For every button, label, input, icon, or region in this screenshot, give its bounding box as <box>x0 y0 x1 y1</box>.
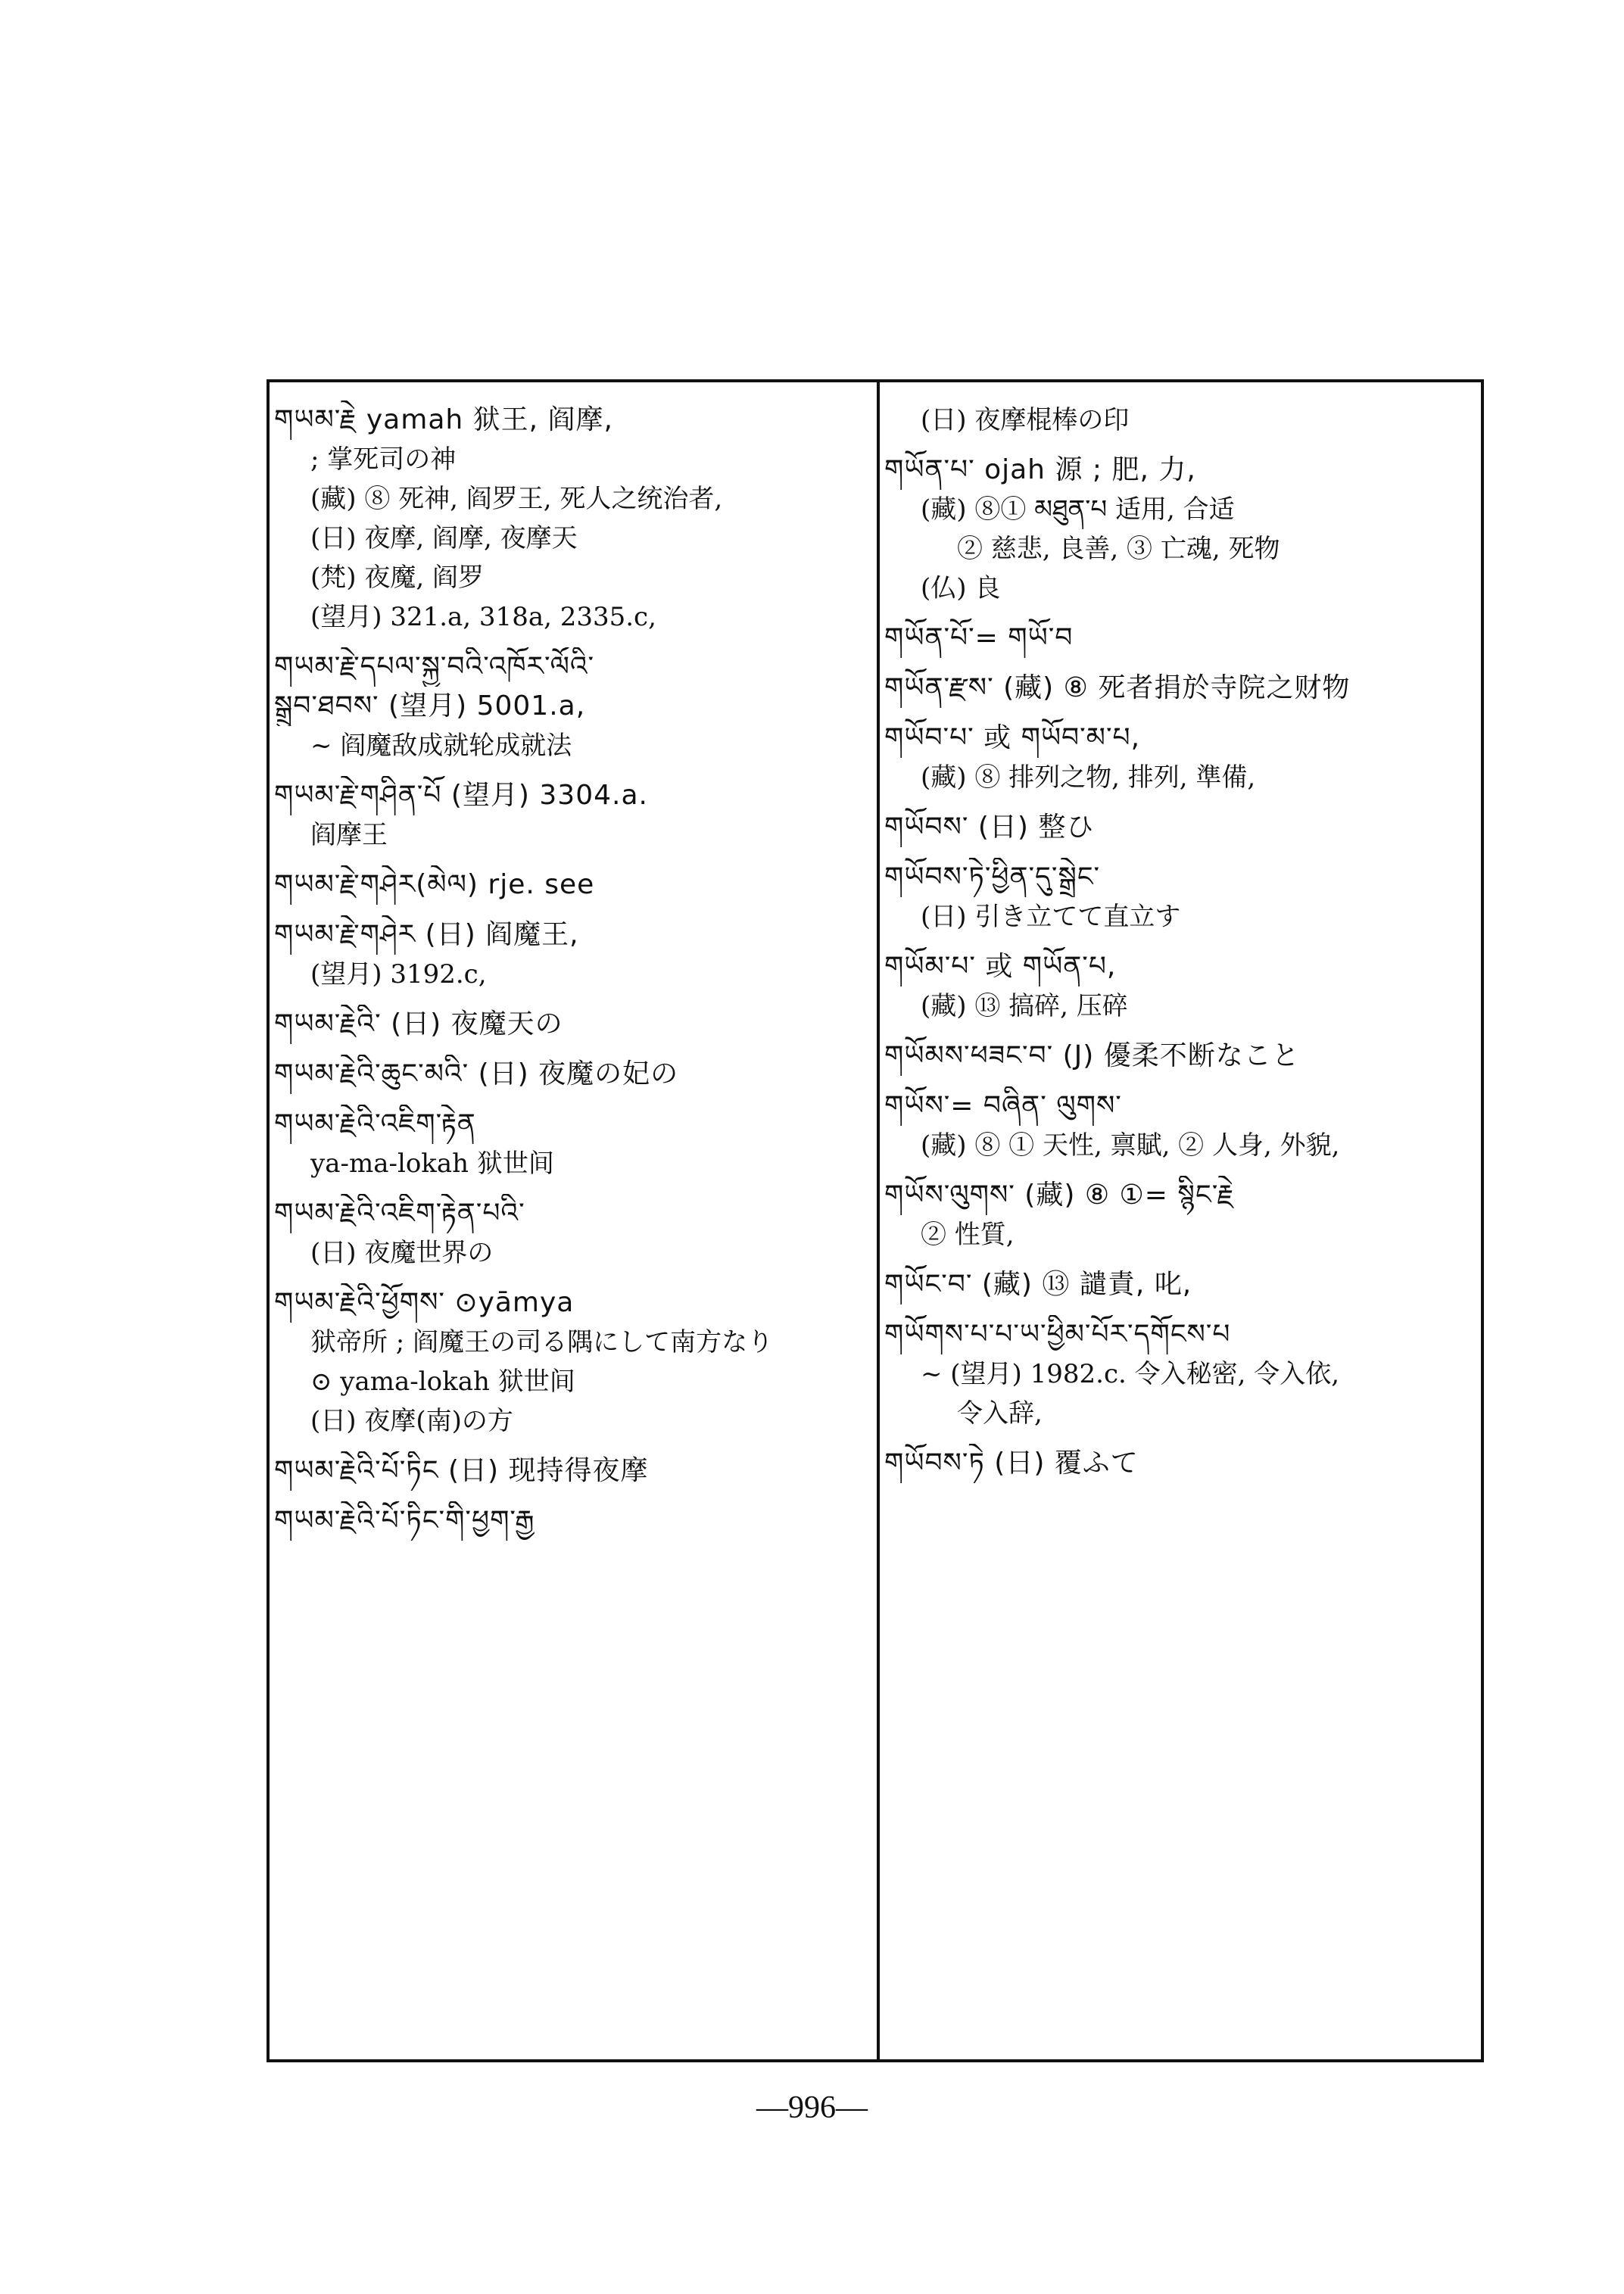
entry-definition-line: (藏) ⑧ 排列之物, 排列, 準備, <box>921 762 1256 793</box>
column-divider <box>877 379 880 2062</box>
dictionary-entry <box>884 718 1481 797</box>
entry-headword-line: གཡོན་པ་ ojah 源 ; 肥, 力, <box>884 454 1196 485</box>
dictionary-entry <box>884 1176 1481 1255</box>
entry-headword-line: གཡོས་ལུགས་ (藏) ⑧ ①= སྙིང་རྗེ <box>884 1180 1235 1211</box>
entry-headword-line: སྒྲུབ་ཐབས་ (望月) 5001.a, <box>274 690 586 722</box>
entry-headword-line: གཡོན་པོ་= གཡོ་བ <box>884 622 1074 653</box>
left-column <box>274 382 872 2059</box>
entry-headword-line: གཡམ་རྗེའི་ཆུང་མའི་ (日) 夜魔の妃の <box>274 1058 679 1089</box>
entry-headword-line: གཡོབ་པ་ 或 གཡོབ་མ་པ, <box>884 722 1141 753</box>
dictionary-entry <box>884 1444 1481 1483</box>
dictionary-entry <box>274 1005 872 1044</box>
dictionary-entry <box>884 1265 1481 1304</box>
entry-headword-line: གཡོབས་ (日) 整ひ <box>884 812 1095 843</box>
dictionary-entry <box>274 1105 872 1183</box>
entry-headword-line: གཡམ་རྗེའི་འཇིག་རྟེན་པའི་ <box>274 1198 525 1229</box>
entry-definition-line: (日) 引き立てて直立す <box>921 902 1181 932</box>
dictionary-entry <box>274 1055 872 1094</box>
entry-headword-line: གཡམ་རྗེ་གཤེར (日) 阎魔王, <box>274 919 579 950</box>
entry-definition-line: ② 慈悲, 良善, ③ 亡魂, 死物 <box>957 534 1280 564</box>
dictionary-entry <box>884 669 1481 708</box>
entry-definition-line: (藏) ⑧ 死神, 阎罗王, 死人之统治者, <box>310 484 723 514</box>
entry-definition-line: (日) 夜摩棍棒の印 <box>921 405 1130 435</box>
dictionary-entry <box>274 401 872 637</box>
entry-headword-line: གཡམ་རྗེའི་པོ་ཏིང (日) 现持得夜摩 <box>274 1455 649 1486</box>
dictionary-entry <box>884 1315 1481 1433</box>
dictionary-entry <box>274 1283 872 1441</box>
entry-headword-line: གཡོབས་ཏེ (日) 覆ふて <box>884 1448 1139 1479</box>
entry-definition-line: (望月) 3192.c, <box>310 959 487 990</box>
column-top-spacer <box>274 382 872 401</box>
entry-headword-line: གཡམ་རྗེ yamah 狱王, 阎摩, <box>274 404 613 435</box>
dictionary-entry <box>884 858 1481 937</box>
entry-definition-line: (日) 夜摩, 阎摩, 夜摩天 <box>310 523 578 553</box>
dictionary-entry <box>274 1451 872 1491</box>
dictionary-entry <box>884 401 1481 440</box>
column-top-spacer <box>884 382 1481 401</box>
entry-definition-line: ya-ma-lokah 狱世间 <box>310 1149 554 1179</box>
entry-headword-line: གཡོས་= བཞིན་ ལུགས་ <box>884 1090 1122 1121</box>
page-number: —996— <box>756 2090 868 2125</box>
dictionary-entry <box>884 619 1481 658</box>
entry-definition-line: ; 掌死司の神 <box>310 444 457 475</box>
entry-headword-line: གཡམ་རྗེའི་ཕྱོགས་ ⊙yāmya <box>274 1287 575 1318</box>
entry-headword-line: གཡམ་རྗེའི་པོ་ཏིང་གི་ཕྱག་རྒྱ <box>274 1505 535 1536</box>
dictionary-entry <box>884 808 1481 847</box>
entry-definition-line: (藏) ⑧① མཐུན་པ 适用, 合适 <box>921 494 1235 525</box>
entry-headword-line: གཡོམ་པ་ 或 གཡོན་པ, <box>884 951 1117 982</box>
entry-definition-line: (望月) 321.a, 318a, 2335.c, <box>310 602 656 632</box>
dictionary-entry <box>274 647 872 765</box>
dictionary-entry <box>884 1086 1481 1165</box>
dictionary-entry <box>274 776 872 855</box>
right-column <box>884 382 1481 2059</box>
entry-definition-line: ② 性質, <box>921 1220 1015 1250</box>
entry-headword-line: གཡམ་རྗེ་གཤེར(མེལ) rje. see <box>274 869 595 900</box>
entry-definition-line: 狱帝所 ; 阎魔王の司る隅にして南方なり <box>310 1327 774 1357</box>
entry-definition-line: (仏) 良 <box>921 573 1001 603</box>
entry-headword-line: གཡམ་རྗེ་གཤིན་པོ (望月) 3304.a. <box>274 780 648 811</box>
entry-definition-line: (日) 夜摩(南)の方 <box>310 1406 513 1436</box>
entry-headword-line: གཡམ་རྗེའི་ (日) 夜魔天の <box>274 1008 563 1039</box>
entry-definition-line: 阎摩王 <box>310 820 388 850</box>
entry-headword-line: གཡོམས་ཕཟང་བ་ (J) 優柔不断なこと <box>884 1040 1300 1071</box>
entry-headword-line: གཡོན་རྫས་ (藏) ⑧ 死者捐於寺院之财物 <box>884 672 1351 703</box>
entry-definition-line: ⊙ yama-lokah 狱世间 <box>310 1367 575 1397</box>
entry-definition-line: (日) 夜魔世界の <box>310 1238 494 1268</box>
dictionary-entry <box>274 865 872 905</box>
dictionary-entry <box>884 450 1481 608</box>
entry-definition-line: (藏) ⑧ ① 天性, 禀賦, ② 人身, 外貌, <box>921 1130 1340 1161</box>
entry-headword-line: གཡོགས་པ་པ་ཡ་ཕྱིམ་པོར་དགོངས་པ <box>884 1319 1231 1350</box>
entry-headword-line: གཡམ་རྗེའི་འཇིག་རྟེན <box>274 1108 476 1139</box>
entry-definition-line: ~ 阎魔敌成就轮成就法 <box>310 731 572 761</box>
dictionary-entry <box>274 1501 872 1541</box>
dictionary-entry <box>884 947 1481 1026</box>
entry-definition-line: (藏) ⑬ 搞碎, 压碎 <box>921 991 1128 1021</box>
entry-headword-line: གཡམ་རྗེ་དཔལ་སྐྱ་བའི་འཁོར་ལོའི་ <box>274 651 595 682</box>
entry-definition-line: (梵) 夜魔, 阎罗 <box>310 563 484 593</box>
entry-headword-line: གཡོང་བ་ (藏) ⑬ 譴責, 叱, <box>884 1269 1192 1300</box>
entry-headword-line: གཡོབས་ཏེ་ཕྱིན་དུ་སྒྲེང་ <box>884 862 1101 893</box>
entry-definition-line: ~ (望月) 1982.c. 令入秘密, 令入依, <box>921 1359 1340 1389</box>
dictionary-entry <box>884 1036 1481 1076</box>
dictionary-entry <box>274 915 872 994</box>
entry-definition-line: 令入辞, <box>957 1398 1043 1429</box>
dictionary-entry <box>274 1194 872 1273</box>
